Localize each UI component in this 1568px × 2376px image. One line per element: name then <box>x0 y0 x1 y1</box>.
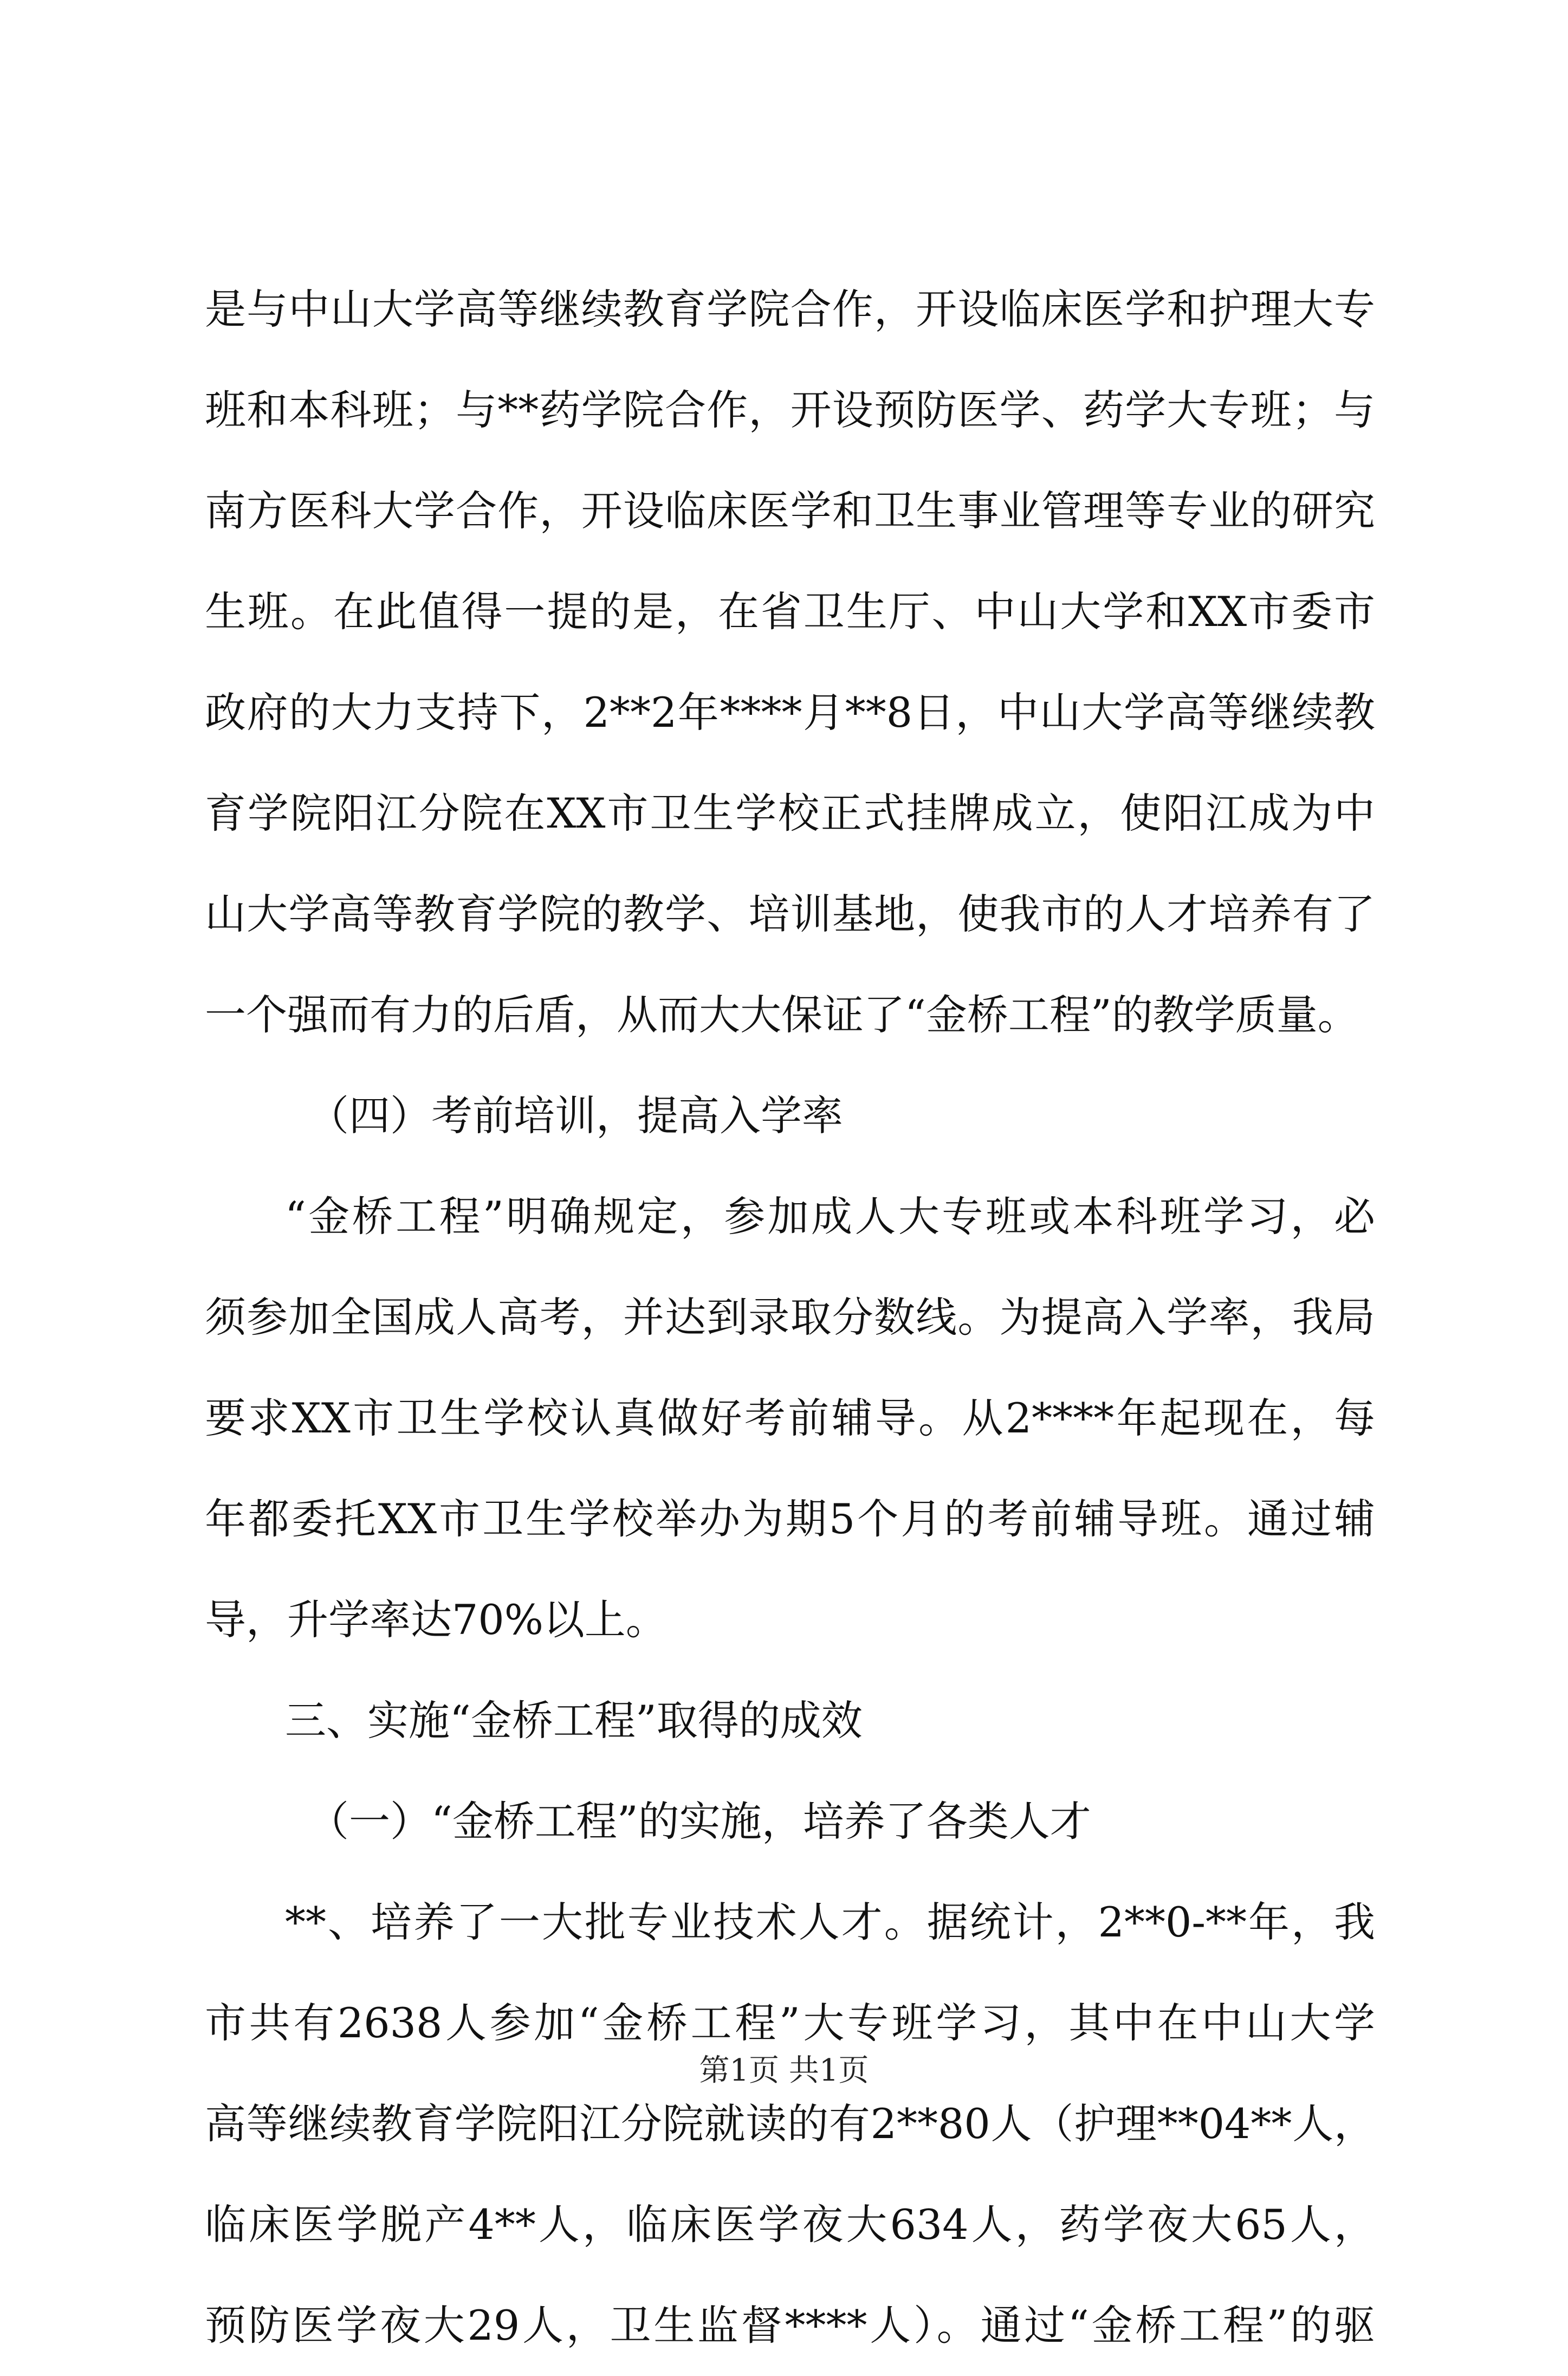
subsection-heading-talent: （一）“金桥工程”的实施，培养了各类人才 <box>308 1797 1091 1845</box>
text-line: 年都委托XX市卫生学校举办为期5个月的考前辅导班。通过辅 <box>205 1495 1375 1543</box>
section-heading-results: 三、实施“金桥工程”取得的成效 <box>285 1696 863 1745</box>
text-line: 山大学高等教育学院的教学、培训基地，使我市的人才培养有了 <box>205 890 1375 938</box>
text-line: 导，升学率达70%以上。 <box>205 1596 667 1644</box>
text-line: 须参加全国成人高考，并达到录取分数线。为提高入学率，我局 <box>205 1293 1375 1341</box>
text-line: **、培养了一大批专业技术人才。据统计，2**0-**年，我 <box>285 1898 1375 1946</box>
text-line: 预防医学夜大29人，卫生监督****人）。通过“金桥工程”的驱 <box>205 2301 1375 2349</box>
text-line: 要求XX市卫生学校认真做好考前辅导。从2****年起现在，每 <box>205 1394 1375 1442</box>
text-line: 南方医科大学合作，开设临床医学和卫生事业管理等专业的研究 <box>205 487 1375 535</box>
section-heading-exam-training: （四）考前培训，提高入学率 <box>308 1092 843 1140</box>
text-line: 是与中山大学高等继续教育学院合作，开设临床医学和护理大专 <box>205 285 1375 333</box>
text-line: 市共有2638人参加“金桥工程”大专班学习，其中在中山大学 <box>205 1999 1375 2047</box>
text-line: 班和本科班；与**药学院合作，开设预防医学、药学大专班；与 <box>205 386 1375 434</box>
text-line: 政府的大力支持下，2**2年****月**8日，中山大学高等继续教 <box>205 688 1375 737</box>
text-line: 生班。在此值得一提的是，在省卫生厅、中山大学和XX市委市 <box>205 587 1375 636</box>
text-line: 高等继续教育学院阳江分院就读的有2**80人（护理**04**人， <box>205 2100 1375 2148</box>
page-footer <box>0 2046 1568 2090</box>
text-line: 一个强而有力的后盾，从而大大保证了“金桥工程”的教学质量。 <box>205 991 1359 1039</box>
text-line: 育学院阳江分院在XX市卫生学校正式挂牌成立，使阳江成为中 <box>205 789 1375 837</box>
text-line: “金桥工程”明确规定，参加成人大专班或本科班学习，必 <box>285 1192 1375 1241</box>
text-line: 临床医学脱产4**人，临床医学夜大634人，药学夜大65人， <box>205 2200 1375 2249</box>
page-number-label: 第1页 共1页 <box>699 2053 869 2088</box>
